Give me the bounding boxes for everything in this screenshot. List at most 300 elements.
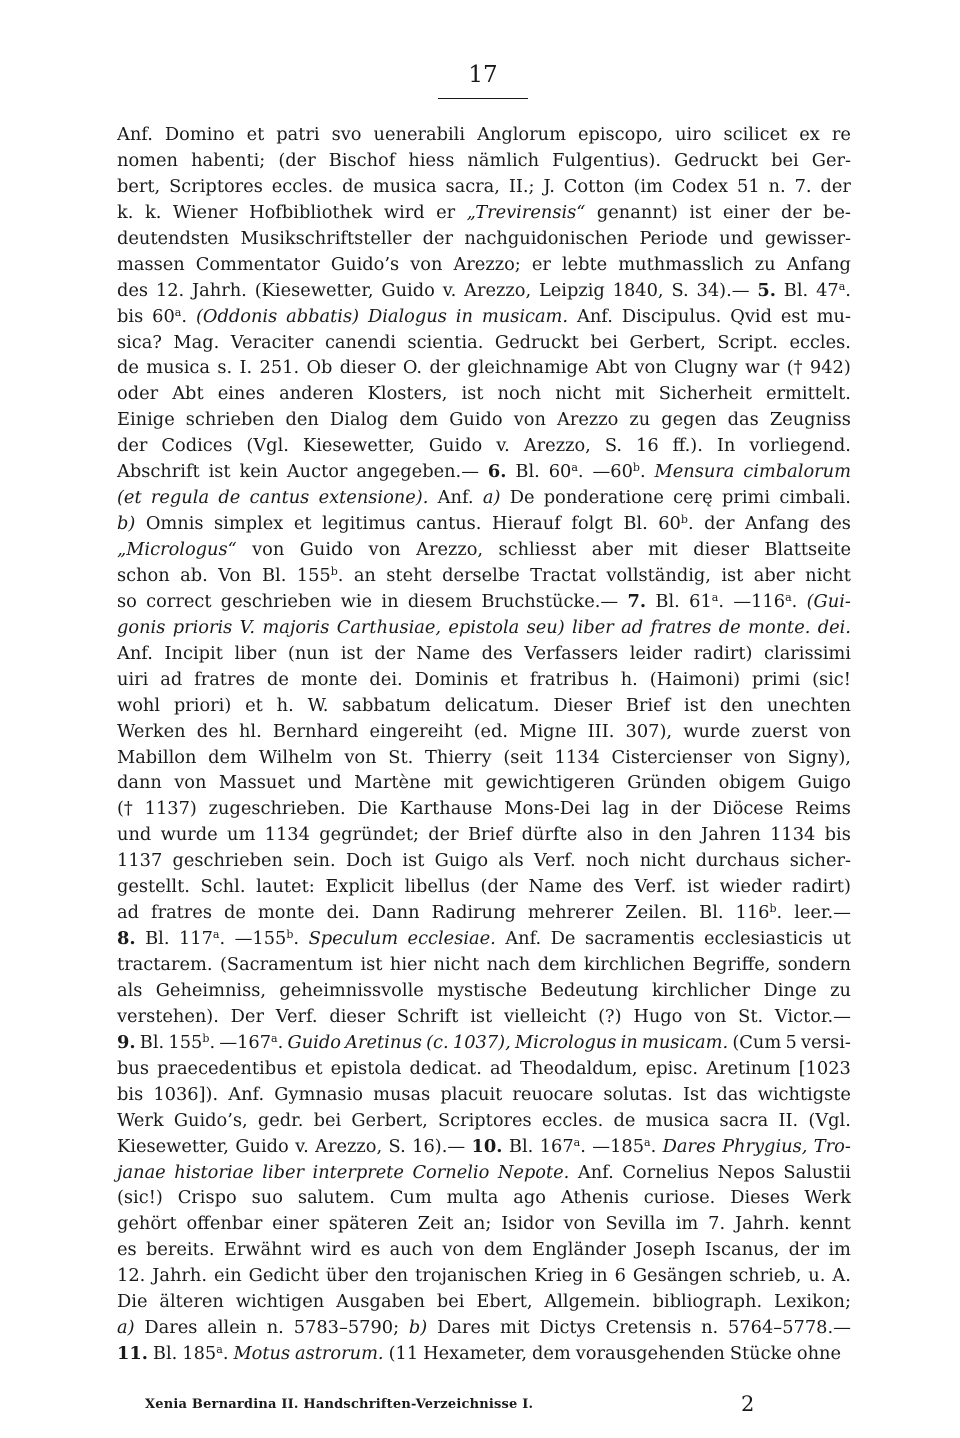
text-line bbox=[117, 770, 851, 796]
word-text: (11 bbox=[388, 1343, 419, 1365]
word-text: ad bbox=[621, 616, 644, 638]
word bbox=[674, 148, 758, 174]
word bbox=[117, 1056, 149, 1082]
word-text: vielleicht bbox=[503, 1005, 587, 1027]
word-text: zugeschrieben. bbox=[208, 798, 346, 820]
word-text: dei. bbox=[326, 902, 360, 924]
word-text: mehrerer bbox=[527, 902, 614, 924]
word bbox=[252, 537, 284, 563]
word bbox=[510, 485, 535, 511]
word-text: Klosters, bbox=[367, 383, 448, 405]
word bbox=[461, 381, 483, 407]
word bbox=[117, 745, 196, 771]
word: 167$^a$. bbox=[539, 1135, 586, 1157]
word bbox=[655, 459, 735, 485]
word bbox=[719, 1108, 768, 1134]
word-text: eccles. bbox=[541, 1109, 604, 1131]
word bbox=[825, 822, 851, 848]
word-text: ff.). bbox=[672, 435, 703, 457]
word bbox=[639, 226, 708, 252]
word: 47$^a$. bbox=[816, 279, 851, 301]
word bbox=[764, 537, 851, 563]
word bbox=[805, 563, 851, 589]
word bbox=[117, 122, 153, 148]
word-text: de bbox=[218, 487, 241, 509]
word bbox=[576, 1341, 725, 1367]
word-text: gleichnamige bbox=[467, 357, 589, 379]
word bbox=[798, 770, 851, 796]
word-text: sacra bbox=[719, 1109, 769, 1131]
word-text: ist bbox=[340, 642, 363, 664]
word bbox=[144, 1315, 197, 1341]
word bbox=[240, 226, 411, 252]
word bbox=[117, 304, 143, 330]
word-text: bei bbox=[590, 331, 618, 353]
word bbox=[331, 252, 399, 278]
word bbox=[804, 1185, 851, 1211]
word-text: 116 bbox=[735, 902, 770, 924]
word bbox=[416, 641, 470, 667]
word bbox=[255, 278, 374, 304]
word-text: bis bbox=[117, 305, 144, 327]
word-text: janae bbox=[117, 1161, 166, 1183]
word-text: dann bbox=[117, 772, 162, 794]
word bbox=[472, 1134, 503, 1160]
word-text: patri bbox=[276, 124, 320, 145]
word bbox=[146, 589, 211, 615]
word bbox=[214, 1263, 242, 1289]
word-text: 1036]). bbox=[153, 1083, 219, 1105]
word bbox=[590, 1263, 607, 1289]
word-text: nomen bbox=[117, 149, 178, 171]
word-text: Verf. bbox=[634, 876, 677, 898]
word bbox=[434, 952, 480, 978]
word-text: Gymnasio bbox=[274, 1083, 363, 1105]
word-text: wird bbox=[310, 1239, 352, 1261]
word-text: episc. bbox=[645, 1057, 699, 1079]
word-text: Name bbox=[528, 876, 583, 898]
word bbox=[603, 1082, 673, 1108]
word-text: Bischof bbox=[328, 149, 396, 171]
word bbox=[621, 1030, 638, 1056]
word-text: Engländer bbox=[531, 1239, 626, 1261]
word bbox=[467, 200, 586, 226]
word bbox=[319, 485, 429, 511]
word bbox=[449, 407, 502, 433]
word-text: (ed. bbox=[473, 720, 509, 742]
word-text: In bbox=[716, 435, 736, 457]
word-text: primi bbox=[721, 487, 771, 509]
word bbox=[784, 278, 808, 304]
word-text: epistola bbox=[448, 616, 520, 638]
word bbox=[606, 1211, 666, 1237]
word bbox=[529, 874, 583, 900]
word-text: Der bbox=[230, 1005, 264, 1027]
word bbox=[239, 459, 277, 485]
text-line bbox=[117, 719, 851, 745]
word bbox=[722, 1134, 807, 1160]
word bbox=[245, 693, 263, 719]
word bbox=[770, 822, 815, 848]
word bbox=[749, 433, 851, 459]
word bbox=[117, 278, 148, 304]
word bbox=[240, 615, 255, 641]
superscript: b bbox=[632, 461, 640, 475]
word bbox=[598, 1004, 621, 1030]
word-text: an bbox=[353, 564, 376, 586]
word-text: radirt) bbox=[792, 876, 851, 898]
word-text: es bbox=[360, 1239, 381, 1261]
word bbox=[272, 174, 333, 200]
word bbox=[236, 1289, 325, 1315]
word bbox=[503, 745, 542, 771]
superscript: a bbox=[174, 305, 182, 319]
word bbox=[319, 822, 419, 848]
word-text: Nepos bbox=[717, 1161, 775, 1183]
word bbox=[500, 667, 518, 693]
word-text: sondern bbox=[777, 954, 851, 975]
word bbox=[625, 900, 687, 926]
word-text: ist bbox=[470, 1005, 493, 1027]
word bbox=[117, 563, 170, 589]
word-text: Radirung bbox=[431, 902, 516, 924]
word-text: 307), bbox=[625, 720, 673, 742]
word bbox=[650, 615, 711, 641]
word-text: nachguidonischen bbox=[464, 227, 629, 249]
word-text: gonis bbox=[117, 616, 166, 638]
word bbox=[146, 355, 210, 381]
word bbox=[642, 1030, 728, 1056]
word-text: Massuet bbox=[218, 772, 296, 794]
word-text: durchaus bbox=[695, 850, 780, 872]
word-text: 47 bbox=[816, 279, 839, 301]
word bbox=[157, 1056, 297, 1082]
word-text: ex bbox=[799, 124, 820, 145]
word-text: steht bbox=[386, 564, 432, 586]
word bbox=[219, 770, 295, 796]
word bbox=[522, 822, 578, 848]
word bbox=[539, 278, 605, 304]
word-text: Anf. bbox=[117, 124, 153, 145]
word-text: Wilhelm bbox=[258, 746, 333, 768]
word bbox=[286, 304, 359, 330]
word bbox=[408, 148, 454, 174]
word bbox=[344, 745, 376, 771]
word-text: ad bbox=[489, 1057, 512, 1079]
word-text: Zeilen. bbox=[625, 902, 688, 924]
word bbox=[390, 1185, 432, 1211]
word-text: Hierauf bbox=[491, 513, 561, 535]
word bbox=[218, 563, 251, 589]
word bbox=[630, 641, 682, 667]
word bbox=[221, 589, 332, 615]
word-text: musicam. bbox=[641, 1031, 729, 1053]
word bbox=[325, 874, 394, 900]
word-text: Stücke bbox=[729, 1343, 792, 1365]
word-text: Allgemein. bbox=[544, 1291, 641, 1313]
word-text: Sicherheit bbox=[658, 383, 752, 405]
word bbox=[117, 485, 142, 511]
word bbox=[789, 1237, 819, 1263]
word bbox=[787, 355, 803, 381]
word bbox=[789, 330, 850, 356]
superscript: b bbox=[680, 513, 688, 526]
word-text: bis bbox=[824, 824, 851, 846]
word bbox=[778, 952, 851, 978]
word bbox=[437, 1315, 490, 1341]
word bbox=[587, 822, 623, 848]
word-text: von bbox=[410, 253, 443, 275]
word bbox=[370, 719, 463, 745]
word bbox=[474, 719, 509, 745]
word-text: Arezzo, bbox=[523, 435, 591, 457]
word bbox=[561, 1185, 629, 1211]
word bbox=[744, 745, 776, 771]
word bbox=[626, 719, 673, 745]
word bbox=[790, 848, 851, 874]
word: 185$^a$. bbox=[182, 1343, 229, 1365]
word-text: k. bbox=[144, 201, 162, 223]
word-text: de bbox=[223, 902, 246, 924]
word-text: W. bbox=[307, 694, 329, 716]
word bbox=[781, 200, 811, 226]
word bbox=[492, 511, 561, 537]
word-text: verstehen). bbox=[117, 1005, 219, 1027]
word-text: war bbox=[745, 357, 780, 379]
word-text: im bbox=[828, 1239, 851, 1261]
word-text: Verf. bbox=[275, 1005, 318, 1027]
word bbox=[117, 174, 160, 200]
word bbox=[117, 952, 213, 978]
word bbox=[453, 1030, 511, 1056]
word-text: diesem bbox=[407, 590, 472, 612]
word-text: uiro bbox=[675, 124, 712, 145]
word-text: Schl. bbox=[200, 876, 246, 898]
word bbox=[519, 719, 576, 745]
word bbox=[345, 1030, 422, 1056]
word bbox=[635, 355, 667, 381]
word-text: reuocare bbox=[512, 1083, 594, 1105]
word bbox=[770, 407, 851, 433]
word bbox=[416, 537, 483, 563]
word-text: der bbox=[788, 1239, 819, 1261]
word-text: Kiesewetter, bbox=[302, 435, 415, 457]
word bbox=[745, 511, 809, 537]
word bbox=[801, 1030, 851, 1056]
word bbox=[208, 745, 247, 771]
word-text: 60 bbox=[658, 513, 681, 535]
word bbox=[368, 304, 447, 330]
word bbox=[329, 1211, 408, 1237]
word-text: Cornelius bbox=[622, 1161, 710, 1183]
word-text: Dieses bbox=[730, 1187, 790, 1209]
word bbox=[117, 226, 229, 252]
word bbox=[830, 978, 851, 1004]
word bbox=[165, 122, 235, 148]
word-text: —185 bbox=[592, 1135, 645, 1157]
word-text: gehört bbox=[117, 1213, 177, 1235]
word-text: oder bbox=[117, 383, 159, 405]
word bbox=[470, 1004, 492, 1030]
word bbox=[618, 252, 743, 278]
word bbox=[689, 200, 711, 226]
text-line bbox=[117, 952, 851, 978]
word-text: 16 bbox=[636, 435, 659, 457]
word-text: et bbox=[304, 1057, 323, 1079]
word bbox=[578, 1160, 614, 1186]
word bbox=[636, 433, 659, 459]
word bbox=[390, 952, 426, 978]
word bbox=[676, 1211, 699, 1237]
word-text: Anglorum bbox=[477, 124, 566, 145]
word-text: eingereiht bbox=[369, 720, 463, 742]
word bbox=[467, 148, 539, 174]
text-line bbox=[117, 433, 851, 459]
word bbox=[769, 174, 786, 200]
word-text: (im bbox=[633, 175, 663, 197]
word bbox=[173, 330, 219, 356]
word bbox=[512, 1082, 593, 1108]
word bbox=[448, 615, 519, 641]
word bbox=[235, 641, 277, 667]
word bbox=[374, 641, 404, 667]
word-text: —60 bbox=[592, 461, 633, 483]
word-text: ist bbox=[208, 461, 231, 483]
word bbox=[613, 278, 664, 304]
word bbox=[670, 796, 700, 822]
word-text: der bbox=[428, 824, 459, 846]
word bbox=[482, 641, 513, 667]
word bbox=[117, 355, 139, 381]
word-text: bei bbox=[771, 149, 799, 171]
word bbox=[799, 122, 820, 148]
word bbox=[737, 174, 760, 200]
word-text: tractarem. bbox=[117, 954, 213, 975]
word bbox=[117, 926, 136, 952]
word bbox=[322, 511, 406, 537]
word bbox=[476, 1289, 532, 1315]
word-text: Isidor bbox=[501, 1213, 554, 1235]
text-line bbox=[117, 900, 851, 926]
word-text: cantus. bbox=[416, 513, 482, 535]
word bbox=[153, 1082, 218, 1108]
word-text: lebte bbox=[561, 253, 608, 275]
text-line bbox=[117, 278, 851, 304]
word-text: Speculum bbox=[308, 928, 399, 950]
word bbox=[239, 719, 262, 745]
word-text: Cretensis bbox=[605, 1317, 692, 1339]
word-text: zu bbox=[754, 253, 776, 275]
word-text: Mons-Dei bbox=[504, 798, 591, 820]
word-text: delicatum. bbox=[444, 694, 540, 716]
word bbox=[720, 874, 782, 900]
word-text: extensione). bbox=[318, 487, 429, 509]
word-text: Guido bbox=[299, 539, 354, 560]
word: 155$^b$. bbox=[296, 564, 344, 586]
word bbox=[650, 667, 740, 693]
word-text: wurde bbox=[160, 824, 218, 846]
word-text: Arezzo bbox=[556, 409, 619, 431]
word-text: Cistercienser bbox=[611, 746, 732, 768]
word-text: ist bbox=[686, 876, 709, 898]
word bbox=[429, 433, 482, 459]
word bbox=[117, 1134, 229, 1160]
superscript: b bbox=[286, 928, 294, 941]
word-text: des bbox=[481, 642, 513, 664]
word: —185$^a$. bbox=[592, 1135, 657, 1157]
word bbox=[117, 1082, 143, 1108]
word bbox=[748, 615, 810, 641]
text-line bbox=[117, 1056, 851, 1082]
word bbox=[730, 1341, 792, 1367]
word bbox=[792, 874, 851, 900]
word-text: zu bbox=[629, 409, 651, 431]
word bbox=[287, 459, 348, 485]
word bbox=[514, 407, 546, 433]
word-text: Crispo bbox=[177, 1187, 237, 1209]
word-text: ecclesiae. bbox=[407, 928, 496, 950]
word-text: Anf. bbox=[228, 1083, 265, 1105]
word-text: der bbox=[781, 201, 812, 223]
word-text: 34).— bbox=[696, 279, 750, 301]
word bbox=[306, 355, 332, 381]
word-text: sica? bbox=[117, 331, 162, 353]
word bbox=[442, 563, 520, 589]
word bbox=[596, 355, 627, 381]
word-text: Abt bbox=[595, 357, 628, 379]
word-text: Jahrh. bbox=[152, 1265, 208, 1287]
word-text: noch bbox=[585, 850, 630, 872]
word-text: de bbox=[117, 357, 139, 379]
word bbox=[117, 822, 151, 848]
word-text: primi bbox=[752, 668, 801, 690]
word bbox=[652, 978, 750, 1004]
word-text: von bbox=[743, 746, 776, 768]
word-text: dürfte bbox=[521, 824, 578, 846]
word-text: mit bbox=[443, 772, 474, 794]
word bbox=[534, 1263, 583, 1289]
word bbox=[755, 252, 776, 278]
word bbox=[389, 1134, 406, 1160]
header-rule bbox=[438, 98, 528, 99]
word bbox=[787, 252, 851, 278]
word-text: Bernhard bbox=[272, 720, 359, 742]
word-text: (Oddonis bbox=[195, 305, 278, 327]
word bbox=[375, 1263, 408, 1289]
word bbox=[117, 1263, 145, 1289]
word-text: liber bbox=[572, 616, 614, 638]
word-text: in bbox=[620, 1031, 638, 1053]
word bbox=[428, 822, 458, 848]
word-text: De bbox=[550, 928, 576, 950]
word bbox=[442, 1237, 474, 1263]
text-line bbox=[117, 667, 851, 693]
word-text: Bruchstücke.— bbox=[481, 590, 619, 612]
word-text: dei. bbox=[369, 668, 403, 690]
word bbox=[683, 1082, 706, 1108]
word bbox=[409, 1315, 427, 1341]
word-text: 117 bbox=[178, 928, 213, 950]
word-text: v. bbox=[295, 1135, 309, 1157]
word bbox=[117, 1211, 177, 1237]
word bbox=[716, 1082, 747, 1108]
word-text: Guigo bbox=[434, 850, 489, 872]
word bbox=[389, 1341, 419, 1367]
word bbox=[505, 926, 541, 952]
word-text: Bl. bbox=[508, 1135, 534, 1157]
word-text: (der bbox=[278, 149, 316, 171]
word-text: liber bbox=[234, 642, 277, 664]
